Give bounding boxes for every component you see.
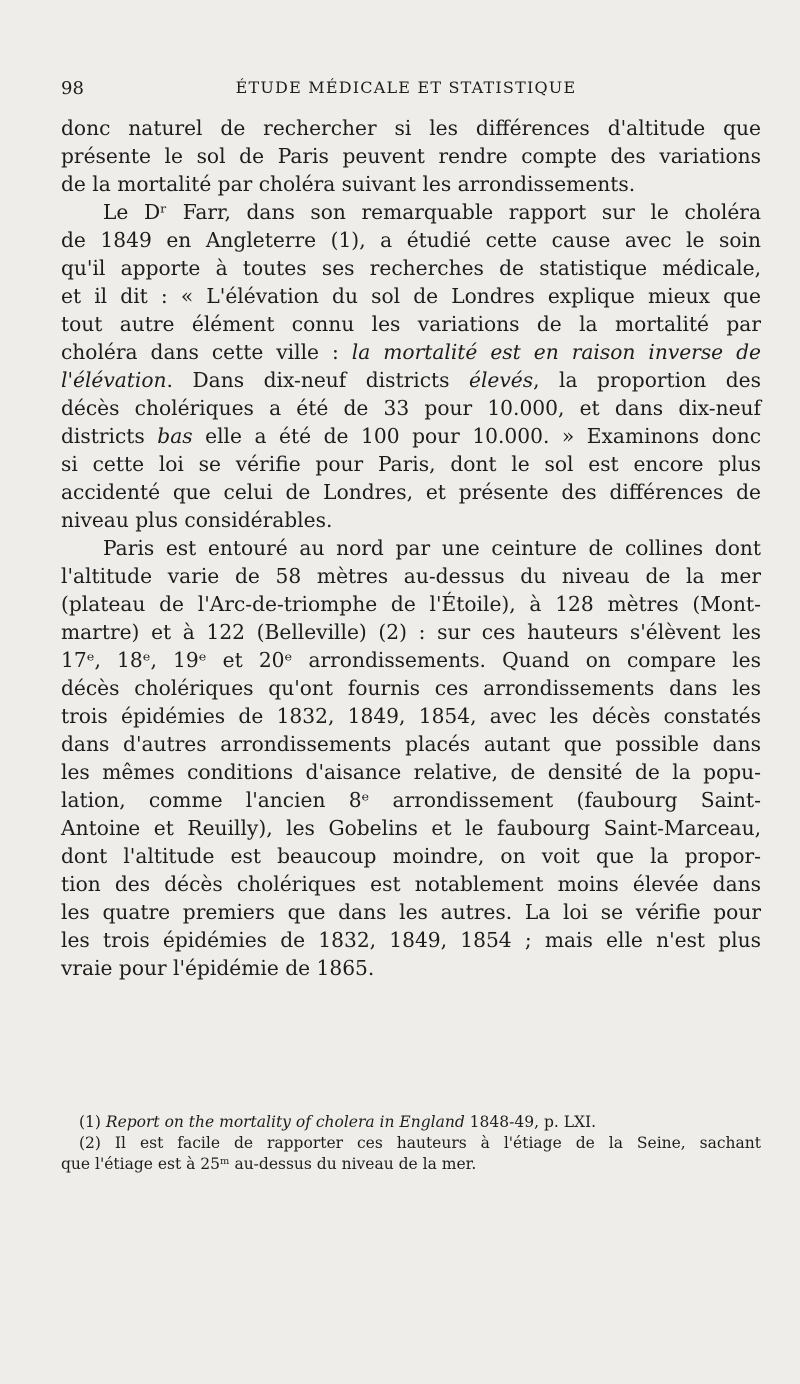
text-line: si cette loi se vérifie pour Paris, dont le sol est encore plus xyxy=(61,452,761,476)
text-line: tion des décès cholériques est notablement moins élevée dans xyxy=(61,872,761,896)
text-segment: elle a été de 100 pour 10.000. » Examinons donc xyxy=(192,424,761,448)
footnote-text: 1848-49, p. LXI. xyxy=(464,1113,597,1131)
main-text xyxy=(61,114,761,982)
text-line: Le Dʳ Farr, dans son remarquable rapport sur le choléra xyxy=(103,200,761,224)
text-line: martre) et à 122 (Belleville) (2) : sur ces hauteurs s'élèvent les xyxy=(61,620,761,644)
text-line: décès cholériques a été de 33 pour 10.000, et dans dix-neuf xyxy=(61,396,761,420)
italic-quote: l'élévation xyxy=(61,368,167,392)
italic-quote: la mortalité est en raison inverse de xyxy=(351,340,761,364)
text-line: 17ᵉ, 18ᵉ, 19ᵉ et 20ᵉ arrondissements. Quand on compare les xyxy=(61,648,761,672)
text-segment: districts xyxy=(61,424,158,448)
text-line: vraie pour l'épidémie de 1865. xyxy=(61,956,375,980)
text-line: l'altitude varie de 58 mètres au-dessus du niveau de la mer xyxy=(61,564,761,588)
footnote-2-continued: que l'étiage est à 25ᵐ au-dessus du niveau de la mer. xyxy=(61,1155,477,1173)
footnotes xyxy=(61,1112,761,1175)
text-line: niveau plus considérables. xyxy=(61,508,333,532)
text-line xyxy=(61,422,761,450)
page-header xyxy=(61,78,751,106)
text-line: qu'il apporte à toutes ses recherches de statistique médicale, xyxy=(61,256,761,280)
text-line: donc naturel de rechercher si les différences d'altitude que xyxy=(61,116,761,140)
footnote-2 xyxy=(61,1133,761,1154)
footnote-text: (2) Il est facile de rapporter ces hauteurs à l'étiage de la Seine, sachant xyxy=(79,1134,761,1152)
text-line: de la mortalité par choléra suivant les arrondissements. xyxy=(61,172,636,196)
text-line: tout autre élément connu les variations de la mortalité par xyxy=(61,312,761,336)
text-line: décès cholériques qu'ont fournis ces arrondissements dans les xyxy=(61,676,761,700)
text-segment: choléra dans cette ville : xyxy=(61,340,352,364)
text-line: de 1849 en Angleterre (1), a étudié cette cause avec le soin xyxy=(61,228,761,252)
italic-word: bas xyxy=(157,424,193,448)
text-line: les mêmes conditions d'aisance relative, de densité de la popu- xyxy=(61,760,761,784)
text-line: dans d'autres arrondissements placés autant que possible dans xyxy=(61,732,761,756)
text-line: et il dit : « L'élévation du sol de Londres explique mieux que xyxy=(61,284,761,308)
text-line: lation, comme l'ancien 8ᵉ arrondissement (faubourg Saint- xyxy=(61,788,761,812)
text-line xyxy=(61,338,761,366)
text-line: Antoine et Reuilly), les Gobelins et le faubourg Saint-Marceau, xyxy=(61,816,761,840)
footnote-1 xyxy=(61,1112,761,1133)
text-line: les trois épidémies de 1832, 1849, 1854 ; mais elle n'est plus xyxy=(61,928,761,952)
footnote-title: Report on the mortality of cholera in England xyxy=(105,1113,465,1131)
text-line: accidenté que celui de Londres, et présente des différences de xyxy=(61,480,761,504)
running-title: ÉTUDE MÉDICALE ET STATISTIQUE xyxy=(235,78,577,97)
text-line xyxy=(61,366,761,394)
text-line: (plateau de l'Arc-de-triomphe de l'Étoile), à 128 mètres (Mont- xyxy=(61,592,761,616)
italic-word: élevés xyxy=(469,368,534,392)
text-line: trois épidémies de 1832, 1849, 1854, avec les décès constatés xyxy=(61,704,761,728)
text-line: les quatre premiers que dans les autres. La loi se vérifie pour xyxy=(61,900,761,924)
text-line: Paris est entouré au nord par une ceinture de collines dont xyxy=(103,536,761,560)
text-line: dont l'altitude est beaucoup moindre, on voit que la propor- xyxy=(61,844,761,868)
text-segment: . Dans dix-neuf districts xyxy=(166,368,470,392)
page-number: 98 xyxy=(61,78,84,99)
text-segment: , la proportion des xyxy=(533,368,761,392)
footnote-marker: (1) xyxy=(79,1113,101,1131)
text-line: présente le sol de Paris peuvent rendre compte des variations xyxy=(61,144,761,168)
